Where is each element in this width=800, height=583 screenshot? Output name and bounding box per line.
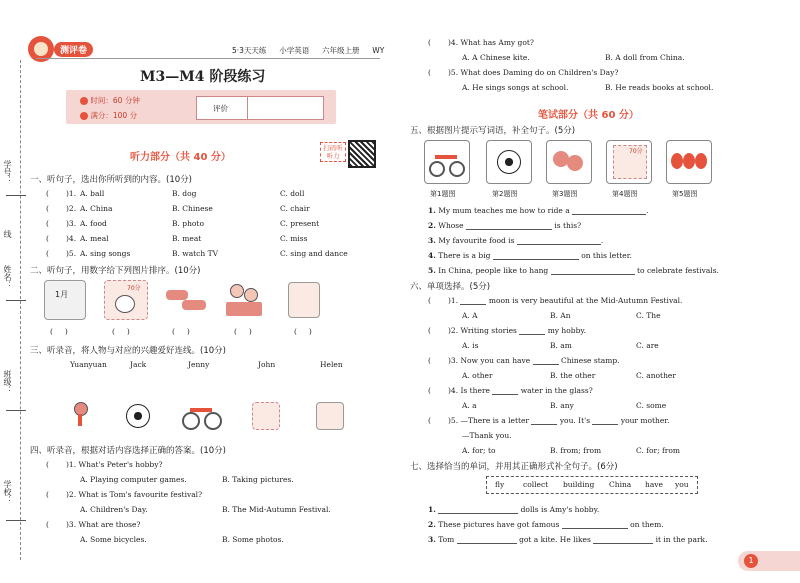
option-a[interactable]: A. ball: [80, 189, 105, 198]
time-limit: 时间：60 分钟: [80, 95, 140, 106]
binding-line: [20, 60, 21, 560]
fill-line: [6, 410, 26, 411]
qr-caption: 扫码听听力: [320, 142, 346, 162]
option-b[interactable]: B. the other: [550, 371, 596, 380]
option-a[interactable]: A. food: [80, 219, 107, 228]
fill-line: [6, 195, 26, 196]
photo-icon[interactable]: [316, 402, 344, 430]
sentence: 2. Whose is this?: [428, 221, 582, 230]
option-b[interactable]: B. An: [550, 311, 571, 320]
word-option[interactable]: building: [563, 480, 595, 489]
sentence: 2. These pictures have got famous on them.: [428, 520, 664, 529]
q-number: )5.: [66, 249, 77, 258]
answer-blank[interactable]: [572, 206, 646, 215]
section-1-heading: 一、听句子，选出你所听到的内容。(10分): [30, 175, 192, 185]
answer-paren: (: [428, 38, 431, 47]
answer-blank[interactable]: [519, 326, 545, 335]
option-b[interactable]: B. dog: [172, 189, 197, 198]
question-text: )5. What does Daming do on Children's Day?: [448, 68, 619, 77]
word-option[interactable]: collect: [523, 480, 549, 489]
answer-blank[interactable]: [492, 386, 518, 395]
mooncake-picture: [546, 140, 592, 184]
answer-paren: ( ): [234, 327, 252, 336]
option-a[interactable]: A. Children's Day.: [80, 505, 148, 514]
page-number: 1: [744, 554, 758, 568]
sentence: 1. dolls is Amy's hobby.: [428, 505, 600, 514]
qr-code-icon[interactable]: [348, 140, 376, 168]
section-3-heading: 三、听录音，将人物与对应的兴趣爱好连线。(10分): [30, 346, 226, 356]
option-c[interactable]: C. are: [636, 341, 659, 350]
option-a[interactable]: A. He sings songs at school.: [462, 83, 569, 92]
edition-name: WY: [372, 46, 385, 55]
question-text: )3. What are those?: [66, 520, 141, 529]
answer-paren: (: [428, 326, 431, 335]
stamp-picture: 70分: [606, 140, 652, 184]
fill-line: [6, 520, 26, 521]
answer-paren: (: [428, 386, 431, 395]
option-a[interactable]: A. China: [80, 204, 113, 213]
answer-paren: (: [46, 219, 49, 228]
picture-caption: 第2题图: [492, 190, 518, 198]
option-b[interactable]: B. Taking pictures.: [222, 475, 294, 484]
option-a[interactable]: A. a: [462, 401, 477, 410]
grade-name: 六年级上册: [322, 46, 360, 55]
bicycle-icon[interactable]: [182, 400, 222, 430]
person-name[interactable]: Helen: [320, 360, 343, 369]
answer-blank[interactable]: [533, 356, 559, 365]
football-icon[interactable]: [126, 404, 150, 428]
question-text: )5. —There is a letter you. It's your mother.: [448, 416, 670, 425]
answer-blank[interactable]: [531, 416, 557, 425]
section-5-heading: 五、根据图片提示写词语，补全句子。(5分): [410, 126, 576, 136]
info-box: [66, 90, 336, 124]
calendar-icon: 1月: [44, 280, 86, 320]
section-7-heading: 七、选择恰当的单词，并用其正确形式补全句子。(6分): [410, 462, 618, 472]
answer-blank[interactable]: [438, 505, 518, 514]
question-text: )3. Now you can have Chinese stamp.: [448, 356, 620, 365]
sentence: 5. In China, people like to hang to celebrate festivals.: [428, 266, 719, 275]
answer-paren: (: [428, 416, 431, 425]
bicycle-picture: [424, 140, 470, 184]
page-tab: [738, 551, 800, 571]
q-number: )3.: [66, 219, 77, 228]
word-option[interactable]: have: [645, 480, 663, 489]
section-2-heading: 二、听句子，用数字给下列图片排序。(10分): [30, 266, 201, 276]
header-rule: [36, 58, 380, 59]
question-text: )4. What has Amy got?: [448, 38, 534, 47]
option-b[interactable]: B. The Mid-Autumn Festival.: [222, 505, 331, 514]
option-a[interactable]: A. A: [462, 311, 478, 320]
answer-blank[interactable]: [457, 535, 517, 544]
question-text: )2. What is Tom's favourite festival?: [66, 490, 203, 499]
full-score: 满分：100 分: [80, 110, 137, 121]
answer-paren: (: [46, 189, 49, 198]
student-id-label: 学号：: [3, 160, 12, 184]
option-c[interactable]: C. for; from: [636, 446, 681, 455]
answer-blank[interactable]: [562, 520, 628, 529]
option-a[interactable]: A. meal: [80, 234, 109, 243]
answer-blank[interactable]: [460, 296, 486, 305]
clock-icon: [80, 97, 88, 105]
dialogue-reply: —Thank you.: [462, 431, 512, 440]
person-name[interactable]: Jack: [130, 360, 147, 369]
answer-paren: (: [46, 249, 49, 258]
option-c[interactable]: C. another: [636, 371, 676, 380]
option-a[interactable]: A. Some bicycles.: [80, 535, 147, 544]
section-4-heading: 四、听录音，根据对话内容选择正确的答案。(10分): [30, 446, 226, 456]
page-title: M3—M4 阶段练习: [140, 69, 266, 85]
answer-paren: (: [428, 356, 431, 365]
line-label: 线: [3, 230, 12, 238]
option-c[interactable]: C. sing and dance: [280, 249, 348, 258]
answer-paren: ( ): [112, 327, 130, 336]
microphone-icon[interactable]: [72, 402, 88, 426]
book-header: [232, 45, 384, 56]
answer-blank[interactable]: [551, 266, 635, 275]
word-option[interactable]: you: [675, 480, 689, 489]
picture-caption: 第5题图: [672, 190, 698, 198]
football-picture: [486, 140, 532, 184]
option-b[interactable]: B. A doll from China.: [605, 53, 685, 62]
option-c[interactable]: C. present: [280, 219, 320, 228]
stamps-icon[interactable]: [252, 402, 280, 430]
answer-blank[interactable]: [493, 251, 579, 260]
option-b[interactable]: B. photo: [172, 219, 204, 228]
stamp-icon: 70分: [104, 280, 148, 320]
option-b[interactable]: B. Some photos.: [222, 535, 284, 544]
score-icon: [80, 112, 88, 120]
fill-line: [6, 300, 26, 301]
person-name[interactable]: John: [258, 360, 276, 369]
answer-paren: ( ): [294, 327, 312, 336]
option-a[interactable]: A. A Chinese kite.: [462, 53, 530, 62]
name-label: 姓名：: [3, 265, 12, 289]
option-a[interactable]: A. other: [462, 371, 493, 380]
answer-paren: ( ): [172, 327, 190, 336]
question-text: )2. Writing stories my hobby.: [448, 326, 586, 335]
option-c[interactable]: C. some: [636, 401, 667, 410]
answer-paren: (: [428, 68, 431, 77]
question-text: )4. Is there water in the glass?: [448, 386, 593, 395]
option-a[interactable]: A. is: [462, 341, 479, 350]
answer-paren: (: [46, 490, 49, 499]
sentence: 3. My favourite food is .: [428, 236, 604, 245]
answer-blank[interactable]: [466, 221, 552, 230]
option-c[interactable]: C. miss: [280, 234, 308, 243]
lanterns-picture: [666, 140, 712, 184]
picture-caption: 第1题图: [430, 190, 456, 198]
photo-album-icon: [288, 282, 320, 318]
subject-name: 小学英语: [279, 46, 310, 55]
option-a[interactable]: A. for; to: [462, 446, 496, 455]
option-b[interactable]: B. He reads books at school.: [605, 83, 714, 92]
word-option[interactable]: China: [609, 480, 632, 489]
answer-blank[interactable]: [592, 416, 618, 425]
person-name[interactable]: Yuanyuan: [70, 360, 107, 369]
question-text: )1. moon is very beautiful at the Mid-Autumn Festival.: [448, 296, 683, 305]
option-a[interactable]: A. sing songs: [80, 249, 131, 258]
person-name[interactable]: Jenny: [188, 360, 210, 369]
answer-paren: (: [46, 460, 49, 469]
option-b[interactable]: B. from; from: [550, 446, 602, 455]
option-a[interactable]: A. Playing computer games.: [80, 475, 187, 484]
picture-caption: 第3题图: [552, 190, 578, 198]
picture-caption: 第4题图: [612, 190, 638, 198]
q-number: )1.: [66, 189, 77, 198]
series-name: 5·3天天练: [232, 46, 267, 55]
sentence: 3. Tom got a kite. He likes it in the park.: [428, 535, 708, 544]
option-b[interactable]: B. any: [550, 401, 574, 410]
listening-title: 听力部分（共 40 分）: [130, 152, 231, 163]
answer-paren: ( ): [50, 327, 68, 336]
sentence: 4. There is a big on this letter.: [428, 251, 632, 260]
section-6-heading: 六、单项选择。(5分): [410, 282, 491, 292]
eval-label: 评价: [213, 104, 228, 113]
q-number: )4.: [66, 234, 77, 243]
answer-blank[interactable]: [517, 236, 601, 245]
option-c[interactable]: C. The: [636, 311, 661, 320]
answer-paren: (: [46, 204, 49, 213]
school-label: 学校：: [3, 480, 12, 504]
toy-cars-icon: [164, 284, 208, 314]
kids-playing-icon: [222, 280, 266, 320]
answer-paren: (: [46, 234, 49, 243]
class-label: 班级：: [3, 370, 12, 394]
q-number: )2.: [66, 204, 77, 213]
sentence: 1. My mum teaches me how to ride a .: [428, 206, 649, 215]
option-b[interactable]: B. watch TV: [172, 249, 219, 258]
option-b[interactable]: B. Chinese: [172, 204, 213, 213]
answer-blank[interactable]: [593, 535, 653, 544]
word-option[interactable]: fly: [495, 480, 505, 489]
written-title: 笔试部分（共 60 分）: [538, 110, 639, 121]
word-bank: [486, 476, 698, 494]
option-b[interactable]: B. meat: [172, 234, 202, 243]
option-c[interactable]: C. chair: [280, 204, 310, 213]
eval-box: [196, 96, 324, 120]
option-c[interactable]: C. doll: [280, 189, 305, 198]
question-text: )1. What's Peter's hobby?: [66, 460, 163, 469]
answer-paren: (: [46, 520, 49, 529]
answer-paren: (: [428, 296, 431, 305]
test-badge: 测评卷: [54, 42, 93, 57]
option-b[interactable]: B. am: [550, 341, 572, 350]
